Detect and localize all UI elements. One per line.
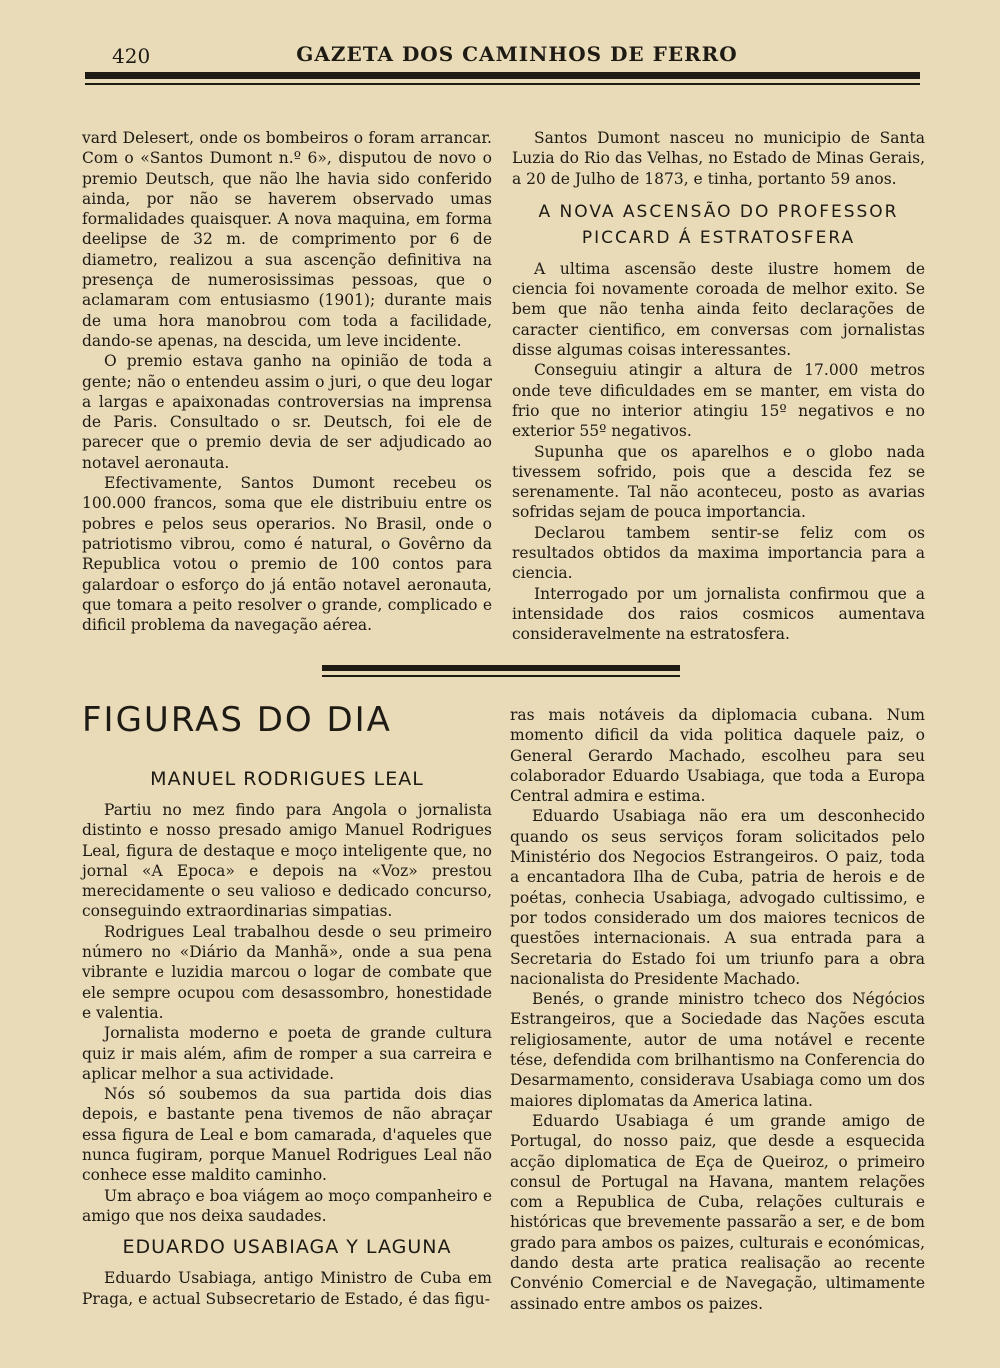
profile-heading: MANUEL RODRIGUES LEAL <box>150 768 424 790</box>
paragraph: Conseguiu atingir a altura de 17.000 metros onde teve dificuldades em se manter, em vista do frio que no interior atingiu 15º negativos e no exterior 55º negativos. <box>512 361 925 441</box>
paragraph: Um abraço e boa viágem ao moço companheiro e amigo que nos deixa saudades. <box>82 1186 492 1225</box>
section-divider-thin <box>322 675 680 677</box>
paragraph: Jornalista moderno e poeta de grande cultura quiz ir mais além, afim de romper a sua carreira e aplicar melhor a sua actividade. <box>82 1024 492 1083</box>
paragraph: Declarou tambem sentir-se feliz com os resultados obtidos da maxima importancia para a ciencia. <box>512 523 925 583</box>
subheading-line: A NOVA ASCENSÃO DO PROFESSOR <box>538 201 899 222</box>
paragraph: Interrogado por um jornalista confirmou que a intensidade dos raios cosmicos aumentava consideravelmente na estratosfera. <box>512 584 925 644</box>
top-left-column <box>82 128 492 635</box>
header-rule-thin <box>85 83 920 85</box>
paragraph: Eduardo Usabiaga é um grande amigo de Portugal, do nosso paiz, que desde a esquecida acção diplomatica de Eça de Queiroz, o primeiro consul de Portugal na Havana, mantem relações com a Republica de Cuba, relações culturais e históricas que brevemente passarão a ser, e de bom grado para ambos os paizes, culturais e económicas, dando desta arte pratica realisação ao recente Convénio Comercial e de Navegação, ultimamente assinado entre ambos os paizes. <box>510 1111 925 1313</box>
bottom-left-column <box>82 758 492 1309</box>
paragraph: ras mais notáveis da diplomacia cubana. Num momento dificil da vida politica daquele paiz, o General Gerardo Machado, escolheu para seu colaborador Eduardo Usabiaga, que toda a Europa Central admira e estima. <box>510 706 925 806</box>
paragraph: Nós só soubemos da sua partida dois dias depois, e bastante pena tivemos de não abraçar essa figura de Leal e bom camarada, d'aqueles que nunca fugiram, porque Manuel Rodrigues Leal não conhece esse maldito caminho. <box>82 1085 492 1185</box>
paragraph: A ultima ascensão deste ilustre homem de ciencia foi novamente coroada de melhor exito. Se bem que não tenha ainda feito declarações de caracter cientifico, em conversas com jornalistas disse algumas coisas interessantes. <box>512 259 925 360</box>
page-header <box>112 40 922 70</box>
paragraph: Benés, o grande ministro tcheco dos Négócios Estrangeiros, que a Sociedade das Nações escuta religiosamente, autor de uma notável e recente tése, defendida com brilhantismo na Conferencia do Desarmamento, considerava Usabiaga como um dos maiores diplomatas da America latina. <box>510 990 925 1110</box>
paragraph: Eduardo Usabiaga, antigo Ministro de Cuba em Praga, e actual Subsecretario de Estado, é das figu- <box>82 1269 492 1308</box>
section-divider-thick <box>322 665 680 671</box>
paragraph: Eduardo Usabiaga não era um desconhecido quando os seus serviços foram solicitados pelo Ministério dos Negocios Estrangeiros. O paiz, toda a encantadora Ilha de Cuba, patria de herois e de poétas, conhecia Usabiaga, advogado cultissimo, e por todos considerado um dos maiores tecnicos de questões internacionais. A sua entrada para a Secretaria do Estado foi um triunfo para a obra nacionalista do Presidente Machado. <box>510 807 925 988</box>
paragraph: vard Delesert, onde os bombeiros o foram arrancar. Com o «Santos Dumont n.º 6», disputou de novo o premio Deutsch, que não lhe havia sido conferido ainda, por não se haverem observado umas formalidades quaisquer. A nova maquina, em forma deelipse de 32 m. de comprimento por 6 de diametro, realizou a sua ascenção definitiva na presença de numerosissimas pessoas, que o aclamaram com entusiasmo (1901); durante mais de uma hora manobrou com toda a facilidade, dando-se apenas, na descida, um leve incidente. <box>82 129 492 350</box>
paragraph: Supunha que os aparelhos e o globo nada tivessem sofrido, pois que a descida fez se serenamente. Tal não aconteceu, posto as avarias sofridas sejam de pouca importancia. <box>512 442 925 522</box>
section-title: FIGURAS DO DIA <box>82 700 392 740</box>
subheading-line: PICCARD Á ESTRATOSFERA <box>581 227 856 248</box>
paragraph: Rodrigues Leal trabalhou desde o seu primeiro número no «Diário da Manhã», onde a sua pena vibrante e luzidia marcou o logar de combate que ele sempre ocupou com desassombro, honestidade e valentia. <box>82 922 492 1022</box>
page-number: 420 <box>112 44 151 68</box>
top-right-column <box>512 128 925 645</box>
header-rule-thick <box>85 72 920 79</box>
paragraph: Santos Dumont nasceu no municipio de Santa Luzia do Rio das Velhas, no Estado de Minas Gerais, a 20 de Julho de 1873, e tinha, portanto 59 anos. <box>512 129 925 188</box>
article-subheading <box>512 199 925 251</box>
paragraph: O premio estava ganho na opinião de toda a gente; não o entendeu assim o juri, o que deu logar a largas e apaixonadas controversias na imprensa de Paris. Consultado o sr. Deutsch, foi ele de parecer que o premio devia de ser adjudicado ao notavel aeronauta. <box>82 352 492 472</box>
paragraph: Efectivamente, Santos Dumont recebeu os 100.000 francos, soma que ele distribuiu entre os pobres e pelos seus operarios. No Brasil, onde o patriotismo vibrou, como é natural, o Govêrno da Republica votou o premio de 100 contos para galardoar o esforço do já então notavel aeronauta, que tomara a peito resolver o grande, complicado e dificil problema da navegação aérea. <box>82 474 492 635</box>
bottom-right-column <box>510 705 925 1314</box>
paragraph: Partiu no mez findo para Angola o jornalista distinto e nosso presado amigo Manuel Rodrigues Leal, figura de destaque e moço inteligente que, no jornal «A Epoca» e depois na «Voz» prestou merecidamente o seu valioso e dedicado concurso, conseguindo extraordinarias simpatias. <box>82 801 492 921</box>
publication-title: GAZETA DOS CAMINHOS DE FERRO <box>296 42 738 66</box>
profile-heading: EDUARDO USABIAGA Y LAGUNA <box>122 1236 452 1259</box>
